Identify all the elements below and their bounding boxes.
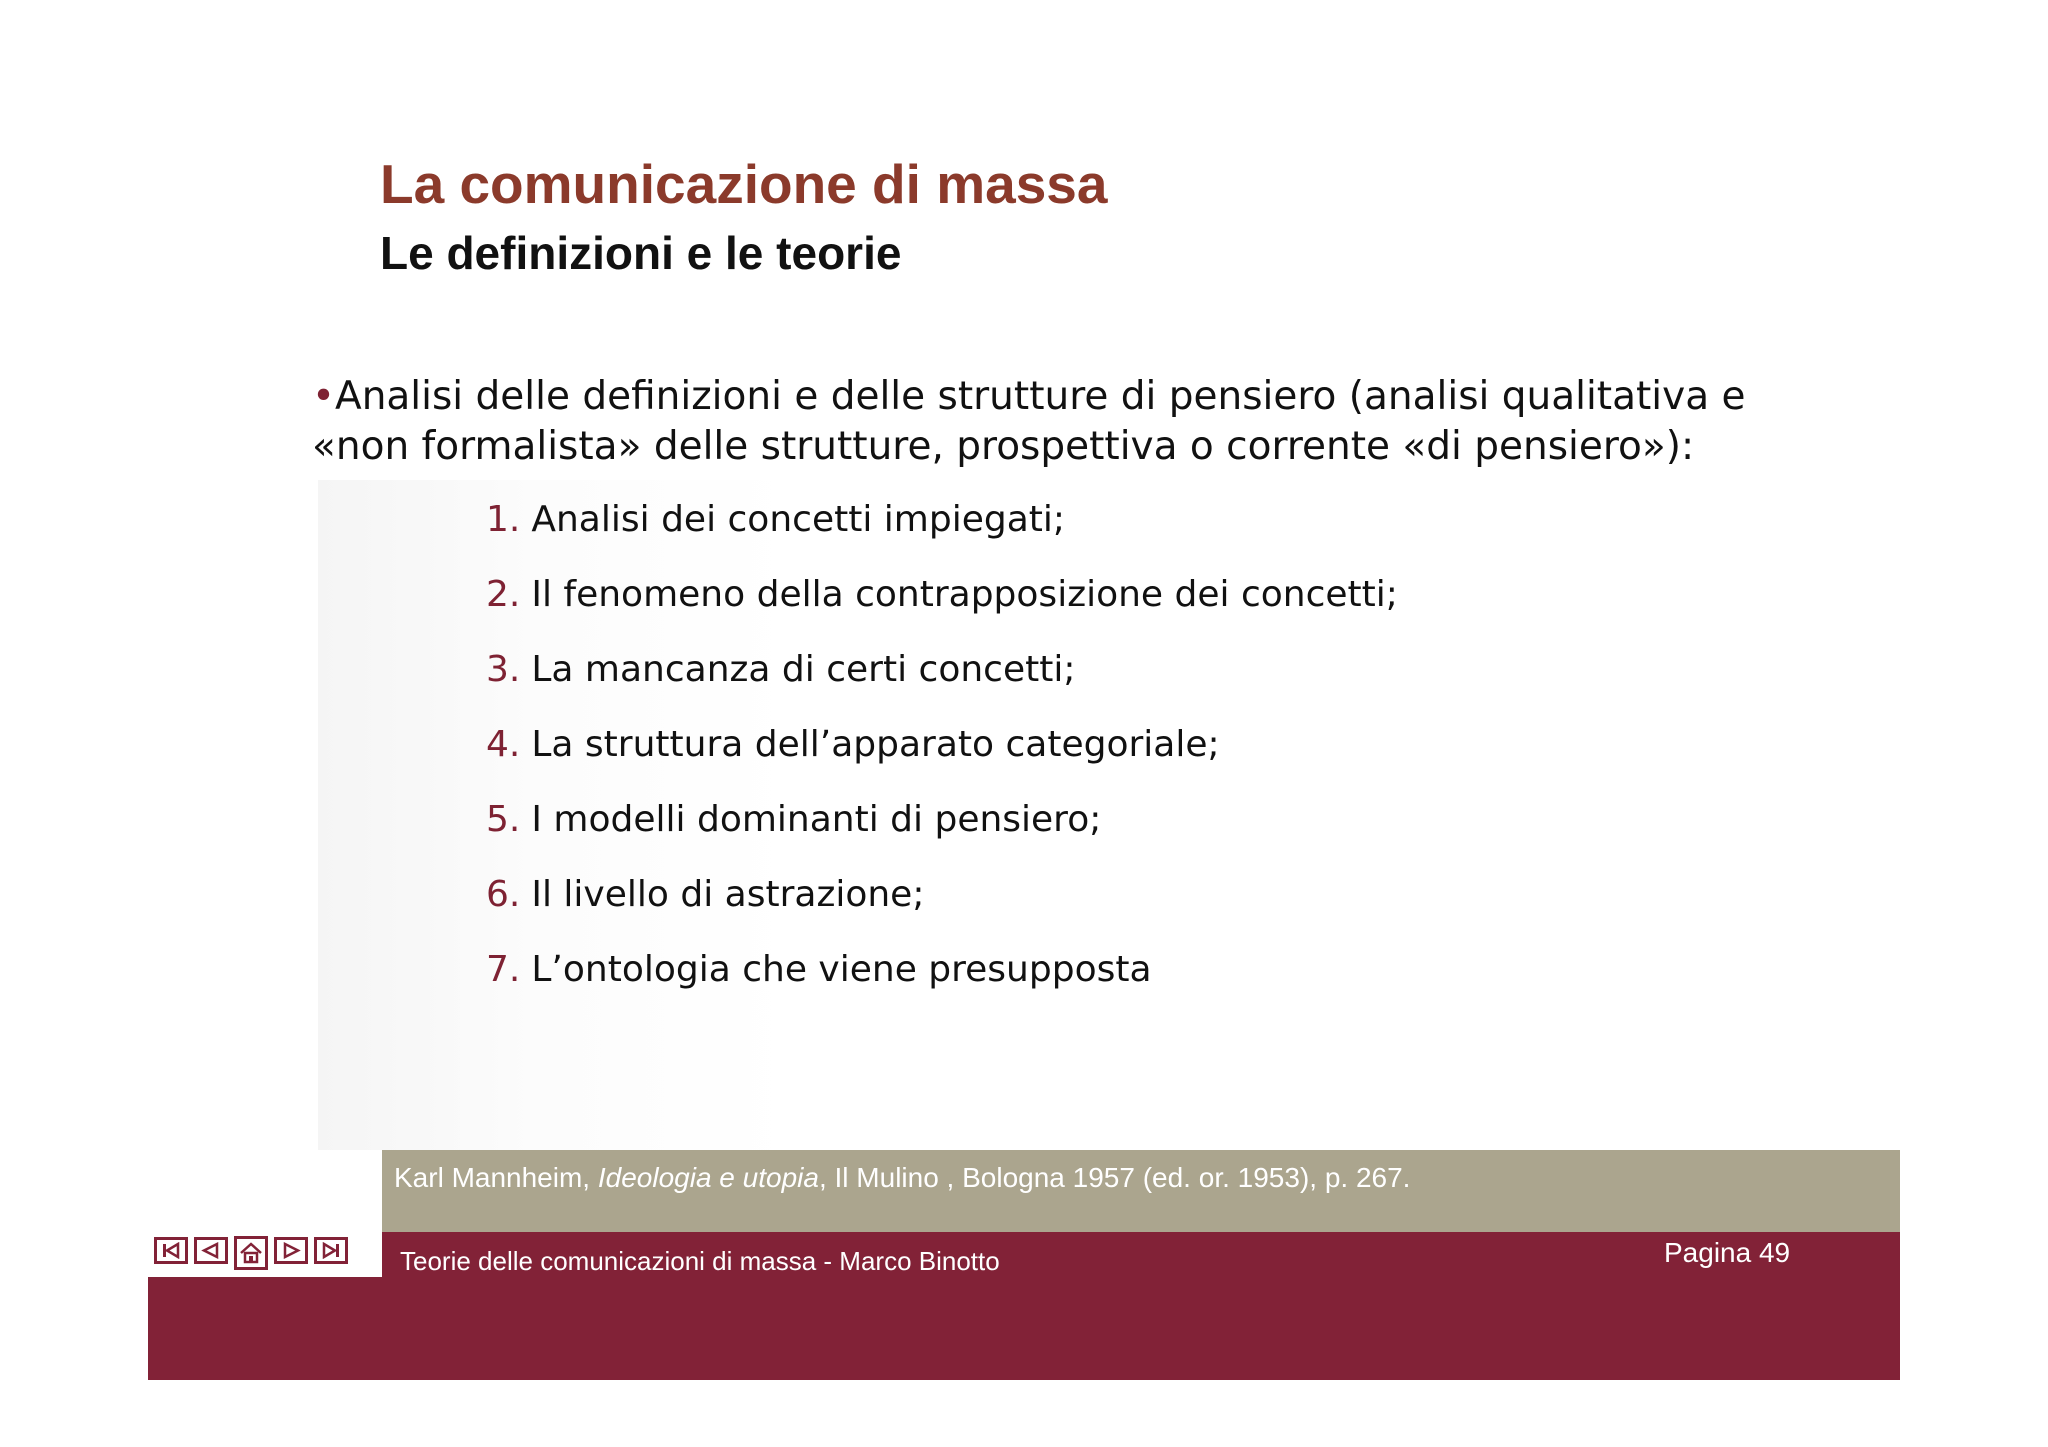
list-item xyxy=(486,865,1398,940)
list-item-text: La struttura dell’apparato categoriale; xyxy=(531,724,1220,765)
list-item xyxy=(486,490,1398,565)
list-item xyxy=(486,940,1398,1015)
slide-subtitle: Le definizioni e le teorie xyxy=(380,227,902,279)
first-page-button[interactable] xyxy=(154,1237,188,1264)
slide-navigation xyxy=(154,1230,348,1270)
citation-details: , Il Mulino , Bologna 1957 (ed. or. 1953), p. 267. xyxy=(818,1162,1411,1193)
next-page-icon xyxy=(279,1242,303,1259)
list-item-number: 2. xyxy=(486,574,521,615)
last-page-button[interactable] xyxy=(314,1237,348,1264)
lead-paragraph xyxy=(312,372,1772,472)
list-item-number: 6. xyxy=(486,874,521,915)
first-page-icon xyxy=(159,1242,183,1259)
lead-text: Analisi delle definizioni e delle strutture di pensiero (analisi qualitativa e «non formalista» delle strutture, prospettiva o corrente «di pensiero»): xyxy=(312,374,1746,469)
last-page-icon xyxy=(319,1242,343,1259)
list-item-number: 1. xyxy=(486,499,521,540)
citation-author: Karl Mannheim, xyxy=(394,1162,598,1193)
list-item xyxy=(486,565,1398,640)
list-item-number: 5. xyxy=(486,799,521,840)
list-item xyxy=(486,640,1398,715)
list-item-text: L’ontologia che viene presupposta xyxy=(531,949,1152,990)
numbered-list xyxy=(486,490,1398,1015)
list-item-text: I modelli dominanti di pensiero; xyxy=(531,799,1102,840)
list-item-number: 4. xyxy=(486,724,521,765)
previous-page-button[interactable] xyxy=(194,1237,228,1264)
list-item-number: 7. xyxy=(486,949,521,990)
list-item-number: 3. xyxy=(486,649,521,690)
list-item-text: Analisi dei concetti impiegati; xyxy=(531,499,1065,540)
list-item xyxy=(486,715,1398,790)
slide-title: La comunicazione di massa xyxy=(380,153,1108,215)
list-item-text: Il livello di astrazione; xyxy=(531,874,925,915)
footer-course-title: Teorie delle comunicazioni di massa - Marco Binotto xyxy=(400,1246,1000,1276)
list-item xyxy=(486,790,1398,865)
citation-bar xyxy=(382,1150,1900,1232)
bullet-marker: • xyxy=(312,374,336,419)
home-button[interactable] xyxy=(234,1236,268,1270)
previous-page-icon xyxy=(199,1242,223,1259)
citation-work-title: Ideologia e utopia xyxy=(597,1162,819,1193)
next-page-button[interactable] xyxy=(274,1237,308,1264)
citation-text xyxy=(394,1162,1410,1194)
page-number: Pagina 49 xyxy=(1664,1237,1791,1268)
list-item-text: Il fenomeno della contrapposizione dei concetti; xyxy=(531,574,1398,615)
list-item-text: La mancanza di certi concetti; xyxy=(531,649,1076,690)
home-icon xyxy=(238,1240,264,1266)
